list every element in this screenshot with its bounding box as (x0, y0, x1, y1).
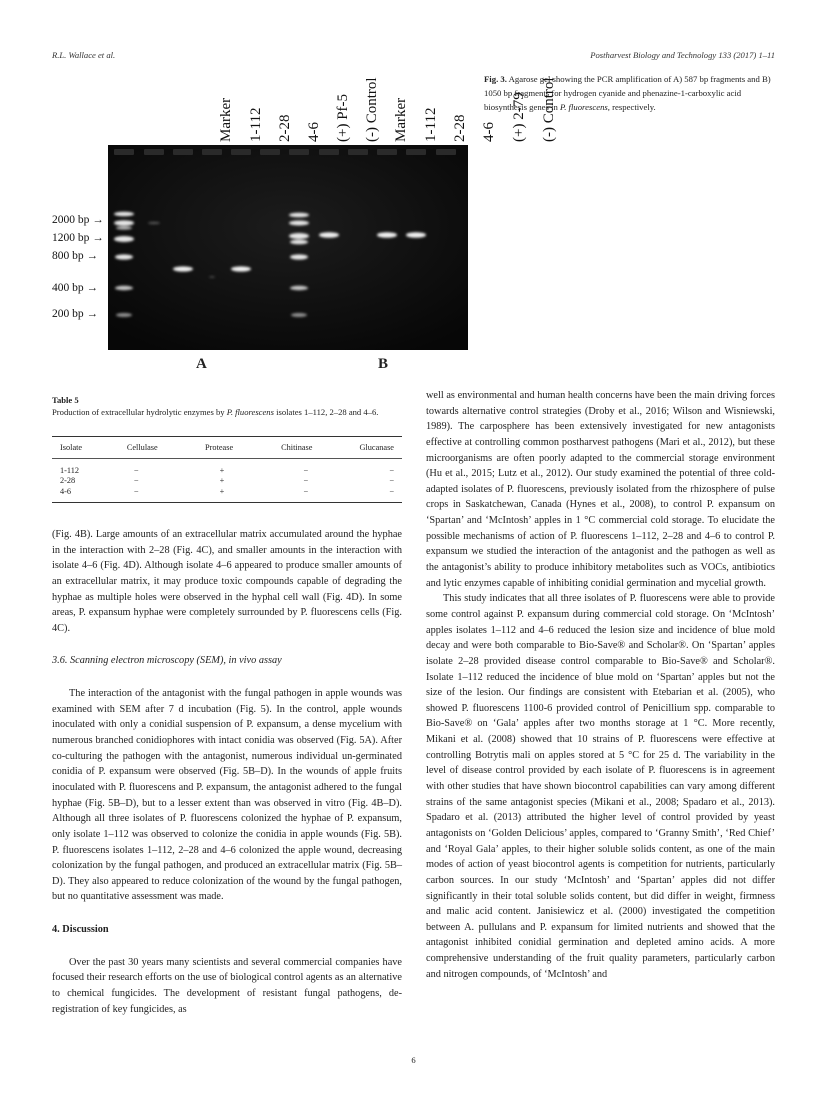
table-cell: − (133, 486, 139, 496)
section-heading-4: 4. Discussion (52, 924, 109, 936)
table-caption-text: Production of extracellular hydrolytic enzymes by (52, 407, 227, 417)
table-cell: + (219, 476, 225, 486)
table-cell: 4-6 (60, 486, 72, 496)
table-cell: − (133, 476, 139, 486)
table-cell: − (389, 486, 394, 496)
table-cell: − (303, 476, 309, 486)
paragraph: Over the past 30 years many scientists and several commercial companies have focused their research efforts on the use of biological control agents as an alternative to chemical fungicides. The development of resistant fungal pathogens, de-registration of key fungicides, as (52, 956, 402, 1015)
table-cell: − (389, 476, 394, 486)
table-caption-species: P. fluorescens (226, 407, 274, 417)
figure-caption (484, 73, 780, 114)
bp-label: 200 bp → (52, 308, 98, 320)
table-header: Glucanase (359, 443, 394, 452)
lane-label: (+) Pf-5 (335, 93, 351, 142)
section-heading-3-6: 3.6. Scanning electron microscopy (SEM), in vivo assay (52, 655, 282, 667)
table-cell: − (303, 486, 309, 496)
lane-label: Marker (393, 97, 409, 142)
running-header-journal: Postharvest Biology and Technology 133 (2017) 1–11 (590, 50, 775, 60)
table-cell: + (219, 486, 225, 496)
paragraph: This study indicates that all three isolates of P. fluorescens were able to provide some control against P. expansum during commercial cold storage. On ‘McIntosh’ apples isolates 1–112 and 4–6 reduced the lesion size and incidence of blue mold decay and were both comparable to Bio-Save® and Scholar®. On ‘Spartan’ apples isolate 2–28 provided disease control comparable to Bio-Save® and Scholar®. Isolate 1–112 reduced the incidence of blue mold on ‘Spartan’ apples but not the size of the lesion. Our findings are consistent with Etebarian et al. (2005), who showed P. fluorescens 1100-6 provided control of Penicillium spp. comparable to Bio-Save® on ‘Gala’ apples after two months storage at 1 °C. More recently, Mikani et al. (2008) showed that 10 strains of P. fluorescens were effective at controlling Botrytis mali on apples stored at 5 °C for 25 d. The variability in the level of disease control provided by each isolate of P. fluorescens is in agreement with other studies that have shown biocontrol capabilities can vary among different strains of the same antagonist species (Mikani et al., 2008; Spadaro et al., 2013). Spadaro et al. (2013) attributed the higher level of control provided by yeast antagonists on ‘Golden Delicious’ apples, compared to ‘Granny Smith’, ‘Red Chief’ and ‘Royal Gala’ apples, to their higher soluble solids content, as one of the main modes of action of yeast biocontrol agents is competition for nutrients, particularly carbon sources. In our study ‘McIntosh’ and ‘Spartan’ apples did not differ significantly in their total soluble solids content, but did differ in weight, firmness and malic acid content. Janisiewicz et al. (2000) investigated the competition between A. pullulans and P. expansum for limited nutrients and showed that the antagonist inhibited conidial germination and depleted amino acids. A more comprehensive understanding of the fruit quality parameters, particularly carbon and nitrogen compounds, of ‘McIntosh’ and (426, 593, 775, 980)
table-cell: − (303, 466, 309, 475)
left-column (52, 527, 402, 1017)
table-cell: − (389, 466, 394, 475)
table-cell: + (219, 466, 225, 475)
table-header: Protease (205, 443, 234, 452)
table-header: Isolate (60, 443, 83, 452)
lane-label: 1-112 (248, 107, 264, 142)
bp-label: 400 bp → (52, 282, 98, 294)
figure-caption-species: P. fluorescens (560, 101, 608, 112)
lane-label: (-) Control (364, 77, 380, 142)
table-row (52, 476, 402, 486)
bp-label: 2000 bp → (52, 214, 104, 226)
figure-caption-label: Fig. 3. (484, 74, 507, 84)
right-column (426, 388, 775, 982)
table-cell: − (133, 466, 139, 475)
table-header: Chitinase (281, 443, 313, 452)
lane-label: 2-28 (452, 114, 468, 142)
enzyme-table (52, 436, 402, 503)
table-title: Table 5 (52, 395, 79, 405)
paragraph: well as environmental and human health concerns have been the main driving forces towards alternative control strategies (Droby et al., 2016; Wilson and Wisniewski, 1989). The carposphere has been extensively investigated for new antagonists effective at controlling common postharvest pathogens (Mari et al., 2012), but these microorganisms are often poorly adapted to the commercial storage environment (Hu et al., 2015; Lutz et al., 2012). Our study examined the potential of three cold-adapted isolates of P. fluorescens, previously isolated from the rhizosphere of pulse crops in Saskatchewan, Canada (Hynes et al., 2008), to control P. expansum on ‘Spartan’ and ‘McIntosh’ apples in 1 °C commercial cold storage. To elucidate the possible mechanisms of action of P. fluorescens 1–112, 2–28 and 4–6 to control P. expansum we studied the interaction of the antagonist and the pathogen as well as the antagonist’s ability to produce inhibitory metabolites such as VOCs, antibiotics and lytic enzymes capable of inhibiting conidial germination and mycelial growth. (426, 390, 775, 589)
page-number: 6 (411, 1055, 416, 1065)
table-caption (52, 406, 402, 418)
table-row (52, 487, 402, 497)
lane-label: 4-6 (481, 122, 497, 142)
table-row (52, 466, 402, 476)
bp-label: 1200 bp → (52, 232, 104, 244)
table-cell: 2-28 (60, 476, 76, 486)
lane-label: 2-28 (277, 114, 293, 142)
agarose-gel-image (108, 145, 468, 350)
table-header-row (52, 437, 402, 458)
lane-label: (-) Control (541, 77, 557, 142)
paragraph: The interaction of the antagonist with the fungal pathogen in apple wounds was examined with SEM after 7 d incubation (Fig. 5). In the control, apple wounds inoculated with only a conidial suspension of P. expansum, a dense mycelium with numerous branched conidiophores with intact conidia was observed (Fig. 5A). After co-culturing the pathogen with the antagonist, numerous individual un-germinated conidia of P. expansum were observed (Fig. 5B–D). In the wounds of apple fruits inoculated with P. fluorescens and P. expansum, the antagonist adhered to the fungal hyphae (Fig. 5B–D), but to a lesser extent than was observed in vitro (Fig. 4B–D). Although all three isolates of P. fluorescens colonized the hyphae of P. expansum, only isolate 1–112 was observed to colonize the conidia in apple wounds (Fig. 5B). P. fluorescens isolates 1–112, 2–28 and 4–6 colonized the apple wound, decreasing colonization by the fungal pathogen, and produced an extracellular matrix (Fig. 5B–D). They also appeared to reduce colonization of the wound by the fungal pathogen, but no quantitative assessment was made. (52, 688, 402, 903)
figure-caption-end: , respectively. (607, 101, 656, 112)
table-cell: 1-112 (60, 466, 80, 475)
panel-letter-a: A (196, 356, 207, 372)
bp-label: 800 bp → (52, 250, 98, 262)
paragraph: (Fig. 4B). Large amounts of an extracellular matrix accumulated around the hyphae in the interaction with 2–28 (Fig. 4C), and smaller amounts in the interaction with isolate 4–6 (Fig. 4D). Although isolate 4–6 appeared to produce smaller amounts of an extracellular matrix, it may produce toxic compounds capable of degrading the hyphae as multiple holes were observed in the hyphal cell wall (Fig. 4D). In some areas, P. expansum hyphae were completely surrounded by P. fluorescens cells (Fig. 4C). (52, 529, 402, 634)
panel-letter-b: B (378, 356, 389, 372)
lane-label: 1-112 (423, 107, 439, 142)
table-header: Cellulase (126, 443, 158, 452)
table-caption-end: isolates 1–112, 2–28 and 4–6. (273, 407, 379, 417)
figure-caption-text: Agarose gel showing the PCR amplification of A) 587 bp fragments and B) 1050 bp fragments for hydrogen cyanide and phenazine-1-carboxylic acid biosynthesis genes in (484, 74, 771, 112)
running-header-authors: R.L. Wallace et al. (52, 50, 116, 60)
lane-label: 4-6 (306, 122, 322, 142)
gel-bands (108, 145, 468, 350)
lane-label: (+) 2-79 (511, 92, 527, 142)
lane-label: Marker (218, 97, 234, 142)
